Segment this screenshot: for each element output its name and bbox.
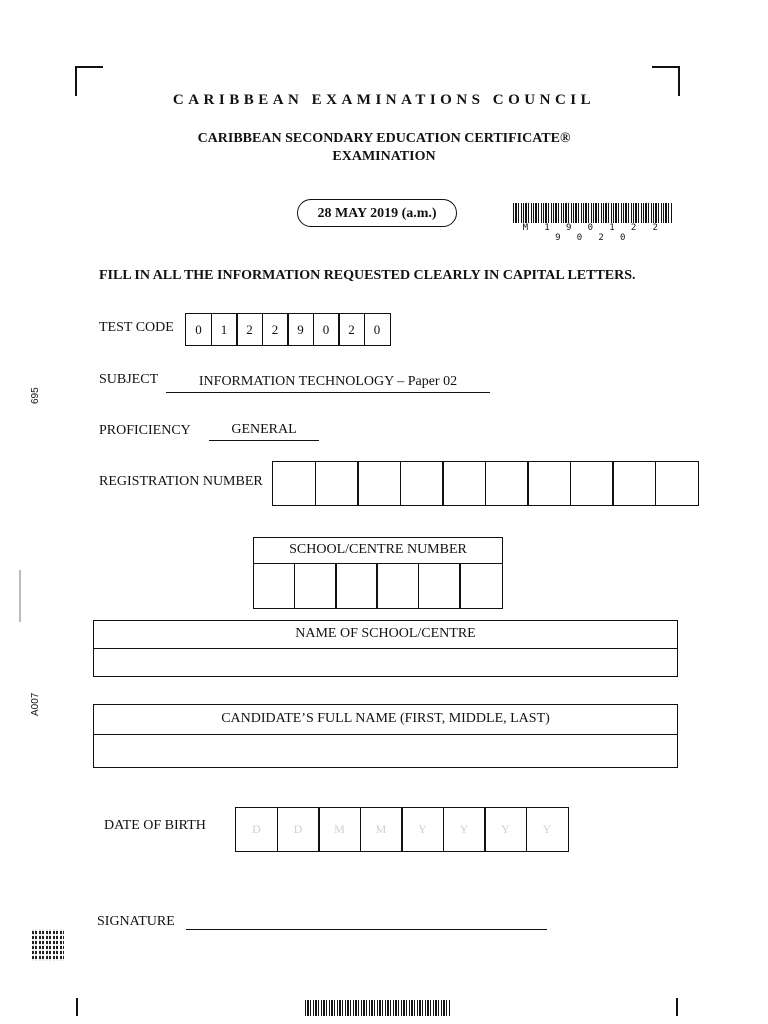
registration-number-cell[interactable] xyxy=(272,461,316,506)
date-of-birth-label: DATE OF BIRTH xyxy=(104,818,206,833)
certificate-line-1: CARIBBEAN SECONDARY EDUCATION CERTIFICATE® xyxy=(197,131,571,146)
subject-label: SUBJECT xyxy=(99,372,159,387)
dob-year-cell[interactable]: Y xyxy=(484,807,527,852)
school-centre-number-cell[interactable] xyxy=(459,563,502,608)
school-name-field[interactable] xyxy=(94,649,677,675)
test-code-digit: 2 xyxy=(236,313,263,346)
registration-number-cell[interactable] xyxy=(527,461,571,506)
corner-mark-bottom-left xyxy=(76,998,78,1016)
bottom-barcode xyxy=(305,1000,451,1016)
dob-year-cell[interactable]: Y xyxy=(401,807,444,852)
signature-label: SIGNATURE xyxy=(97,914,175,929)
school-centre-number-cells xyxy=(253,563,503,606)
proficiency-field[interactable]: GENERAL xyxy=(209,422,319,441)
school-centre-number-cell[interactable] xyxy=(418,563,461,608)
school-centre-number-cell[interactable] xyxy=(253,563,296,608)
candidate-name-box xyxy=(93,704,678,768)
registration-number-cell[interactable] xyxy=(570,461,614,506)
qr-code xyxy=(32,929,64,961)
school-centre-number-cell[interactable] xyxy=(376,563,419,608)
candidate-name-field[interactable] xyxy=(94,735,677,766)
registration-number-cell[interactable] xyxy=(442,461,486,506)
registration-number-cell[interactable] xyxy=(612,461,656,506)
dob-year-cell[interactable]: Y xyxy=(443,807,486,852)
registration-number-cell[interactable] xyxy=(315,461,359,506)
test-code-digit: 2 xyxy=(338,313,365,346)
registration-number-cell[interactable] xyxy=(357,461,401,506)
test-code-boxes xyxy=(185,313,391,346)
registration-number-cell[interactable] xyxy=(655,461,699,506)
barcode xyxy=(513,203,673,223)
proficiency-label: PROFICIENCY xyxy=(99,423,191,438)
side-scan-line xyxy=(19,570,21,622)
corner-mark-bottom-right xyxy=(676,998,678,1016)
school-name-box xyxy=(93,620,678,677)
signature-line[interactable] xyxy=(186,929,547,930)
side-mark-top: 695 xyxy=(30,387,41,404)
dob-month-cell[interactable]: M xyxy=(360,807,403,852)
test-code-label: TEST CODE xyxy=(99,320,174,335)
barcode-number: M 1 9 0 1 2 2 9 0 2 0 xyxy=(522,223,664,243)
registration-number-cell[interactable] xyxy=(485,461,529,506)
dob-month-cell[interactable]: M xyxy=(318,807,361,852)
candidate-name-label: CANDIDATE’S FULL NAME (FIRST, MIDDLE, LAST) xyxy=(94,705,677,735)
school-centre-number-box xyxy=(253,537,503,609)
test-code-digit: 2 xyxy=(262,313,289,346)
certificate-title xyxy=(0,130,768,166)
dob-day-cell[interactable]: D xyxy=(277,807,320,852)
school-name-label: NAME OF SCHOOL/CENTRE xyxy=(94,621,677,649)
registration-number-cell[interactable] xyxy=(400,461,444,506)
registration-number-boxes xyxy=(272,461,699,506)
side-mark-bottom: A007 xyxy=(30,692,41,716)
school-centre-number-cell[interactable] xyxy=(335,563,378,608)
instruction-text: FILL IN ALL THE INFORMATION REQUESTED CLEARLY IN CAPITAL LETTERS. xyxy=(99,268,636,283)
council-title: CARIBBEAN EXAMINATIONS COUNCIL xyxy=(172,92,596,108)
registration-number-label: REGISTRATION NUMBER xyxy=(99,474,263,489)
exam-date-badge: 28 MAY 2019 (a.m.) xyxy=(297,199,457,227)
test-code-digit: 1 xyxy=(211,313,238,346)
test-code-digit: 0 xyxy=(185,313,212,346)
date-of-birth-boxes xyxy=(235,807,569,852)
test-code-digit: 0 xyxy=(364,313,391,346)
school-centre-number-label: SCHOOL/CENTRE NUMBER xyxy=(254,538,502,564)
dob-day-cell[interactable]: D xyxy=(235,807,278,852)
subject-field[interactable]: INFORMATION TECHNOLOGY – Paper 02 xyxy=(166,374,490,393)
school-centre-number-cell[interactable] xyxy=(294,563,337,608)
dob-year-cell[interactable]: Y xyxy=(526,807,569,852)
test-code-digit: 0 xyxy=(313,313,340,346)
test-code-digit: 9 xyxy=(287,313,314,346)
certificate-line-2: EXAMINATION xyxy=(332,149,436,164)
